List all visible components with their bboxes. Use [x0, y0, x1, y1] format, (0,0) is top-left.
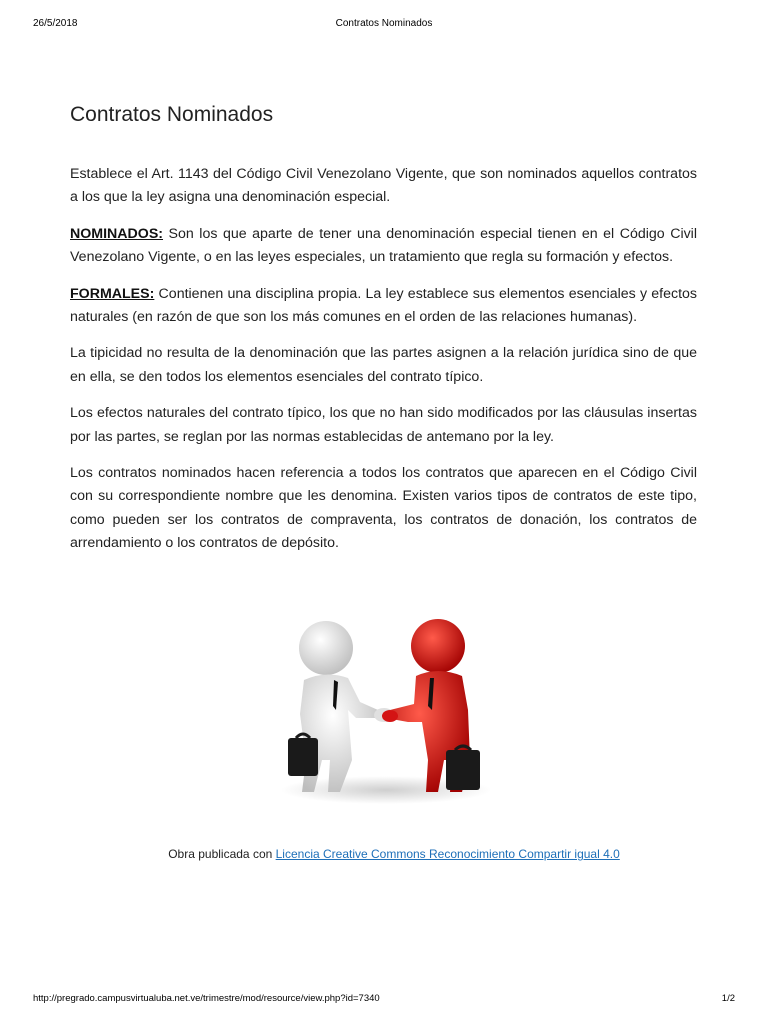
print-date: 26/5/2018 — [33, 18, 78, 29]
page-title: Contratos Nominados — [70, 103, 274, 126]
print-header — [33, 18, 735, 32]
license-prefix: Obra publicada con — [168, 847, 276, 861]
paragraph-formales — [70, 283, 697, 330]
paragraph-nominados-text: Son los que aparte de tener una denominación especial tienen en el Código Civil Venezolano Vigente, o en las leyes especiales, un tratamiento que regla su formación y efectos. — [70, 225, 697, 266]
license-link[interactable]: Licencia Creative Commons Reconocimiento Compartir igual 4.0 — [275, 847, 620, 861]
paragraph-efectos: Los efectos naturales del contrato típico, los que no han sido modificados por las cláusulas insertas por las partes, se reglan por las normas establecidas de antemano por la ley. — [70, 405, 697, 445]
paragraph-contratos-nominados: Los contratos nominados hacen referencia a todos los contratos que aparecen en el Código Civil con su correspondiente nombre que les denomina. Existen varios tipos de contratos de este tipo, como pueden ser los contratos de compraventa, los contratos de donación, los contratos de arrendamiento o los contratos de depósito. — [70, 465, 697, 552]
print-footer — [33, 993, 735, 1007]
license-notice — [0, 847, 768, 861]
print-url: http://pregrado.campusvirtualuba.net.ve/trimestre/mod/resource/view.php?id=7340 — [33, 993, 380, 1004]
paragraph-nominados — [70, 223, 697, 270]
term-formales: FORMALES: — [70, 285, 155, 302]
handshake-figures-icon — [256, 610, 516, 810]
paragraph-formales-text: Contienen una disciplina propia. La ley establece sus elementos esenciales y efectos naturales (en razón de que son los más comunes en el orden de las relaciones humanas). — [70, 285, 697, 326]
term-nominados: NOMINADOS: — [70, 225, 164, 242]
handshake-illustration — [256, 610, 516, 810]
paragraph-tipicidad: La tipicidad no resulta de la denominación que las partes asignen a la relación jurídica sino de que en ella, se den todos los elementos esenciales del contrato típico. — [70, 345, 697, 385]
paragraph-intro: Establece el Art. 1143 del Código Civil Venezolano Vigente, que son nominados aquellos contratos a los que la ley asigna una denominación especial. — [70, 166, 697, 206]
main-content — [70, 100, 697, 569]
page-number: 1/2 — [721, 993, 735, 1004]
print-title: Contratos Nominados — [335, 18, 433, 29]
